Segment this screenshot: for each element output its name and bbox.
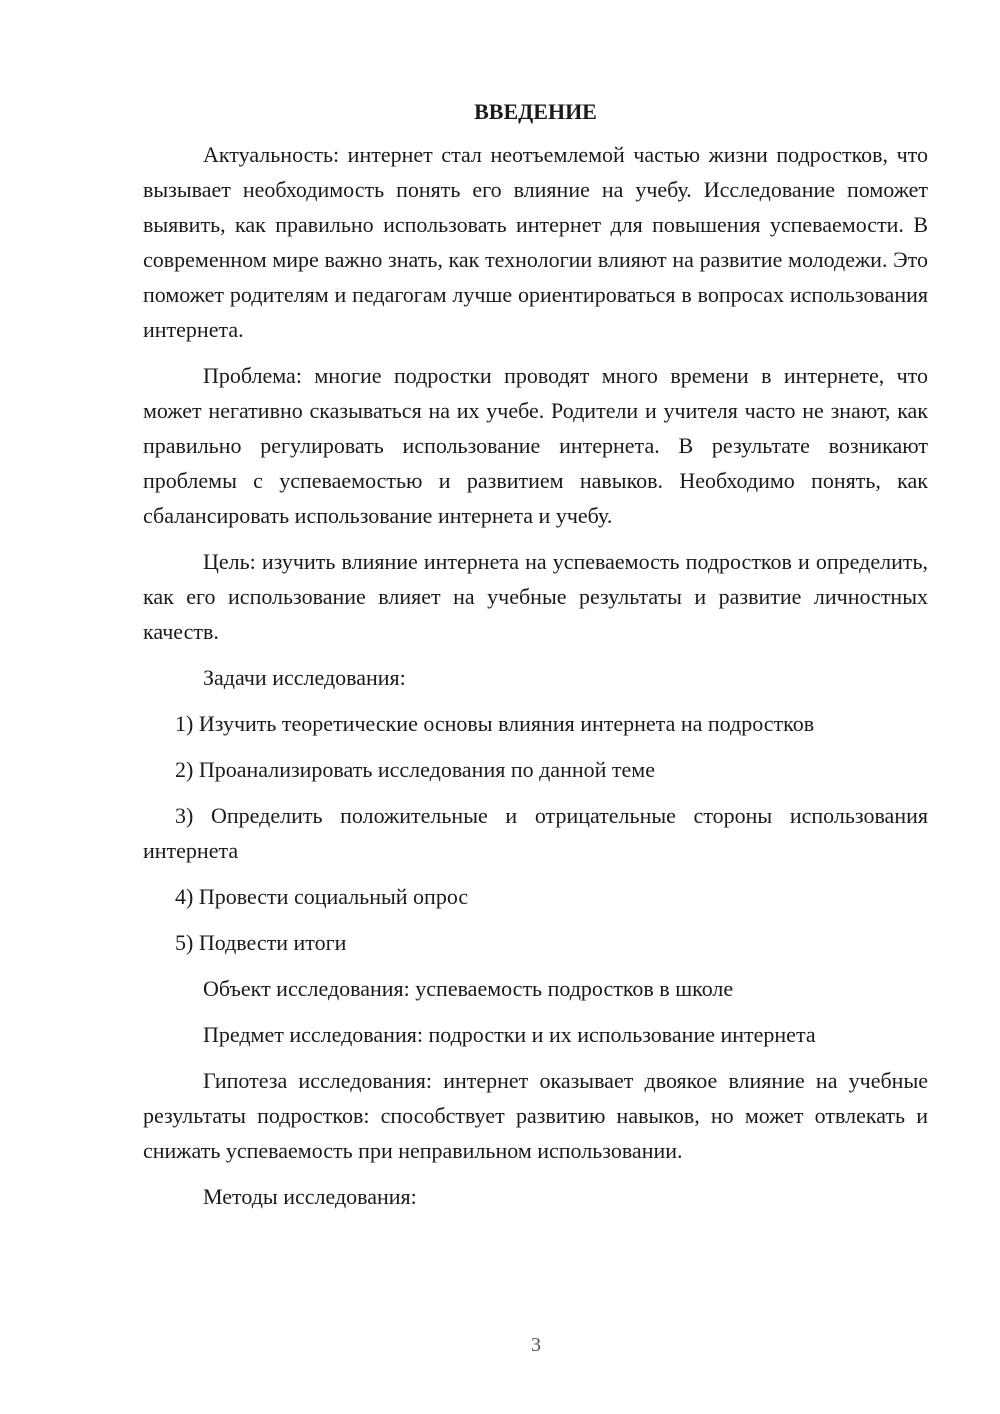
task-item-5: 5) Подвести итоги: [175, 930, 347, 955]
page-number: 3: [531, 1334, 541, 1356]
hypothesis-paragraph: Гипотеза исследования: интернет оказывает двоякое влияние на учебные результаты подростков: способствует развитию навыков, но может отвлекать и снижать успеваемость при неправильном использовании.: [143, 1068, 928, 1163]
relevance-paragraph: Актуальность: интернет стал неотъемлемой частью жизни подростков, что вызывает необходимость понять его влияние на учебу. Исследование поможет выявить, как правильно использовать интернет для повышения успеваемости. В современном мире важно знать, как технологии влияют на развитие молодежи. Это поможет родителям и педагогам лучше ориентироваться в вопросах использования интернета.: [143, 142, 928, 342]
page-content: [143, 94, 928, 1225]
page-heading: ВВЕДЕНИЕ: [474, 99, 597, 124]
subject-paragraph: Предмет исследования: подростки и их использование интернета: [203, 1022, 816, 1047]
task-item-2: 2) Проанализировать исследования по данной теме: [175, 757, 655, 782]
object-paragraph: Объект исследования: успеваемость подростков в школе: [203, 976, 734, 1001]
task-item-1: 1) Изучить теоретические основы влияния интернета на подростков: [175, 711, 815, 736]
methods-title: Методы исследования:: [203, 1184, 417, 1209]
task-item-3: 3) Определить положительные и отрицательные стороны использования интернета: [143, 803, 928, 863]
tasks-title: Задачи исследования:: [203, 665, 406, 690]
problem-paragraph: Проблема: многие подростки проводят много времени в интернете, что может негативно сказываться на их учебе. Родители и учителя часто не знают, как правильно регулировать использование интернета. В результате возникают проблемы с успеваемостью и развитием навыков. Необходимо понять, как сбалансировать использование интернета и учебу.: [143, 363, 928, 528]
goal-paragraph: Цель: изучить влияние интернета на успеваемость подростков и определить, как его использование влияет на учебные результаты и развитие личностных качеств.: [143, 549, 928, 644]
task-item-4: 4) Провести социальный опрос: [175, 884, 469, 909]
